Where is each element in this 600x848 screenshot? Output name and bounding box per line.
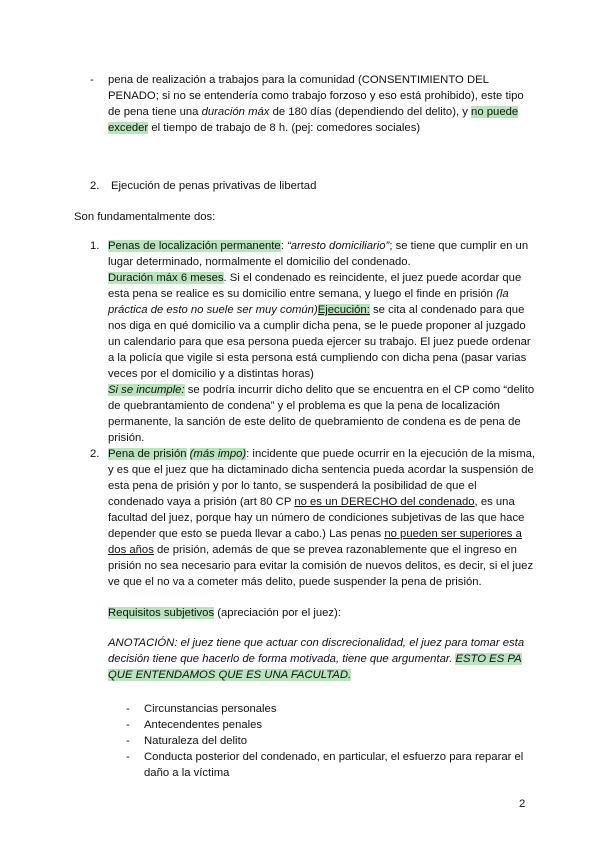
highlight: Duración máx 6 meses [108,272,224,284]
annotation-line: decisión tiene que hacerlo de forma motivada, tiene que argumentar. ESTO ES PA [108,653,522,665]
paragraph-line: facultad del juez, porque hay un número de condiciones subjetivas de las que hace [108,512,525,524]
paragraph-line: esta pena de prisión y por lo tanto, se suspenderá la posibilidad de que el [108,480,477,492]
paragraph-line: permanente, la sanción de este delito de quebramiento de condena es de pena de [108,416,521,428]
list-item: Circunstancias personales [144,703,277,715]
list-dash: - [126,703,130,715]
paragraph-line: esta pena se realice es su domicilio entre semana, y luego el finde en prisión (la [108,288,509,300]
list-dash: - [126,719,130,731]
list-item: Antecendentes penales [144,719,263,731]
paragraph-line: dos años de prisión, además de que se prevea razonablemente que el ingreso en [108,544,517,556]
highlight: exceder [108,122,149,134]
paragraph-line: de quebrantamiento de condena” y el problema es que la pena de localización [108,400,500,412]
list-number: 1. [90,240,100,252]
requirements-heading: Requisitos subjetivos (apreciación por el juez): [108,607,341,619]
paragraph-line: Penas de localización permanente: “arresto domiciliario”; se tiene que cumplir en un [108,240,529,252]
paragraph-line: ve que el no va a cometer más delito, puede suspender la pena de prisión. [108,576,482,588]
paragraph-line: práctica de esto no suele ser muy común)Ejecución: se cita al condenado para que [108,304,525,316]
paragraph-line: depender que esto se pueda llevar a cabo.) Las penas no pueden ser superiores a [108,528,522,540]
paragraph-line: prisión no sea necesario para evitar la comisión de nuevos delitos, es decir, si el juez [108,560,534,572]
highlight: Si se incumple: [108,384,185,396]
paragraph-line: condenado vaya a prisión (art 80 CP no es un DERECHO del condenado, es una [108,496,515,508]
highlight: Requisitos subjetivos [108,607,215,619]
page-number: 2 [519,798,526,810]
annotation-line [108,667,351,684]
highlight: (más impo) [189,448,247,460]
section-number: 2. [90,180,100,192]
section-title: Ejecución de penas privativas de libertad [111,180,317,192]
highlight: no puede [471,106,519,118]
list-dash: - [126,735,130,747]
paragraph-line: un calendario para que esa persona pueda ejercer su trabajo. El juez puede ordenar [108,336,531,348]
paragraph-line: PENADO; si no se entendería como trabajo forzoso y eso está prohibido), este tipo [108,90,524,102]
list-item-continuation: daño a la víctima [144,767,230,779]
highlight: QUE ENTENDAMOS QUE ES UNA FACULTAD. [108,669,352,681]
paragraph-line: exceder el tiempo de trabajo de 8 h. (pej: comedores sociales) [108,122,421,134]
list-item: Naturaleza del delito [144,735,247,747]
paragraph-line: de pena tiene una duración máx de 180 días (dependiendo del delito), y no puede [108,106,519,118]
list-number: 2. [90,448,100,460]
paragraph-line: prisión. [108,432,145,444]
paragraph-line: Si se incumple: se podría incurrir dicho delito que se encuentra en el CP como “delito [108,384,535,396]
highlight: ESTO ES PA [455,653,522,665]
paragraph-line: y es que el juez que ha dictaminado dicha sentencia pueda acordar la suspensión de [108,464,534,476]
highlight: Pena de prisión [108,448,187,460]
annotation-line: ANOTACIÓN: el juez tiene que actuar con discrecionalidad, el juez para tomar esta [108,637,525,649]
list-item: Conducta posterior del condenado, en particular, el esfuerzo para reparar el [144,751,524,763]
highlight: Penas de localización permanente [108,240,281,252]
paragraph-line: a la policía que vigile si esta persona está cumpliendo con dicha pena (pasar varias [108,352,527,364]
paragraph-line: lugar determinado, normalmente el domicilio del condenado. [108,256,411,268]
paragraph-line: nos diga en qué domicilio va a cumplir dicha pena, se le puede proponer al juzgado [108,320,526,332]
highlight: Ejecución: [317,304,370,316]
paragraph-line: pena de realización a trabajos para la comunidad (CONSENTIMIENTO DEL [108,74,489,86]
intro-text: Son fundamentalmente dos: [74,211,216,223]
paragraph-line: veces por el domicilio y a distintas horas) [108,368,314,380]
paragraph-line: Pena de prisión (más impo): incidente que puede ocurrir en la ejecución de la misma, [108,448,536,460]
list-dash: - [90,74,94,86]
list-dash: - [126,751,130,763]
paragraph-line: Duración máx 6 meses. Si el condenado es reincidente, el juez puede acordar que [108,272,522,284]
